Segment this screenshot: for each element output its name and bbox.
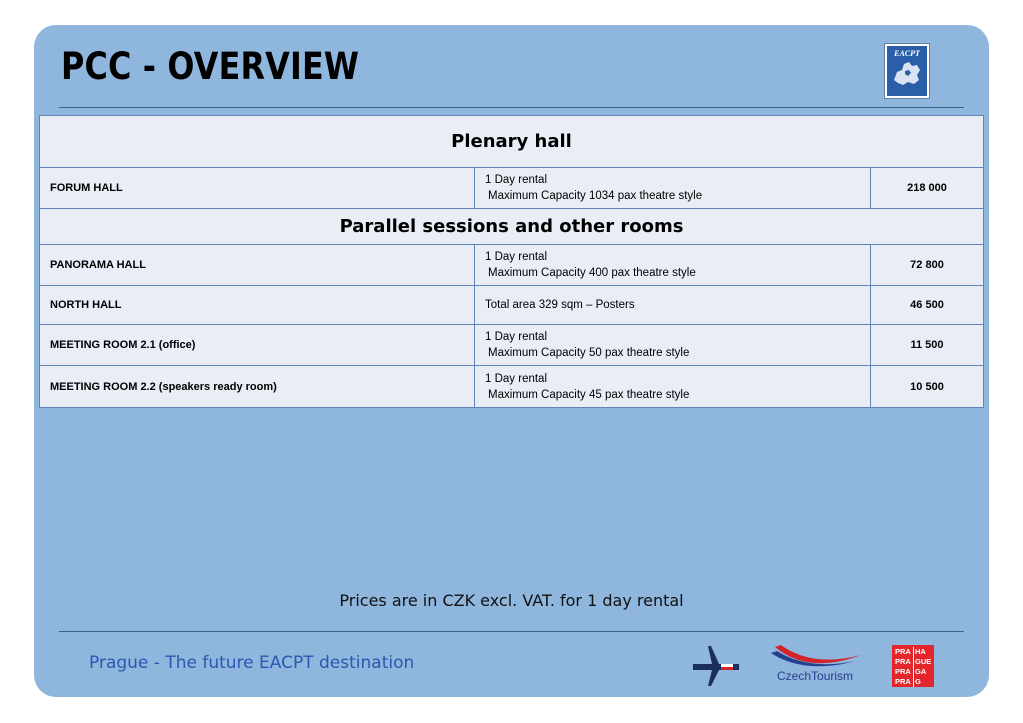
room-description: [475, 366, 871, 408]
room-price: 72 800: [871, 245, 984, 286]
praha-logo-text: PRA: [895, 657, 911, 666]
room-name: FORUM HALL: [40, 168, 475, 209]
room-desc-line1: 1 Day rental: [485, 251, 548, 263]
eacpt-logo-text: EACPT: [894, 49, 920, 58]
slide-panel: [34, 25, 989, 697]
room-desc-line1: 1 Day rental: [485, 174, 548, 186]
room-price: 46 500: [871, 286, 984, 325]
section-header-plenary: Plenary hall: [40, 116, 984, 168]
czechtourism-text: CzechTourism: [777, 669, 854, 683]
praha-logo-text: HA: [913, 647, 932, 657]
footer-tagline: Prague - The future EACPT destination: [89, 653, 415, 673]
room-name: NORTH HALL: [40, 286, 475, 325]
room-price: 11 500: [871, 325, 984, 366]
page-title: PCC - OVERVIEW: [61, 45, 360, 88]
room-description: [475, 168, 871, 209]
footer-divider: [59, 631, 964, 632]
price-note: Prices are in CZK excl. VAT. for 1 day rental: [339, 591, 684, 610]
room-name: PANORAMA HALL: [40, 245, 475, 286]
czech-airlines-logo: [691, 644, 741, 688]
room-name: MEETING ROOM 2.2 (speakers ready room): [40, 366, 475, 408]
table-row: [40, 168, 984, 209]
room-desc-line2: Maximum Capacity 400 pax theatre style: [488, 267, 696, 279]
room-price: 10 500: [871, 366, 984, 408]
table-section-row: [40, 116, 984, 168]
table-row: [40, 286, 984, 325]
room-desc-line2: Maximum Capacity 1034 pax theatre style: [488, 190, 703, 202]
room-description: [475, 286, 871, 325]
header-divider: [59, 107, 964, 108]
room-price: 218 000: [871, 168, 984, 209]
room-desc-line1: Total area 329 sqm – Posters: [485, 299, 635, 311]
room-description: [475, 325, 871, 366]
praha-logo: [892, 645, 934, 687]
praha-logo-text: PRA: [895, 647, 911, 656]
rooms-price-table: [39, 115, 984, 408]
room-desc-line1: 1 Day rental: [485, 372, 548, 385]
eacpt-logo-badge: [887, 46, 927, 96]
praha-logo-text: PRA: [895, 677, 911, 686]
room-name: MEETING ROOM 2.1 (office): [40, 325, 475, 366]
praha-logo-text: PRA: [895, 667, 911, 676]
praha-logo-text: GUE: [915, 657, 932, 666]
table-row: [40, 366, 984, 408]
room-desc-line2: Maximum Capacity 50 pax theatre style: [488, 347, 690, 359]
plane-arrow-icon: [691, 644, 741, 688]
room-desc-line1: 1 Day rental: [485, 331, 548, 343]
czechtourism-logo: [769, 643, 863, 689]
section-header-parallel: Parallel sessions and other rooms: [40, 209, 984, 245]
praha-logo-text: G: [913, 677, 932, 687]
eacpt-logo: [884, 43, 930, 99]
room-desc-line2: Maximum Capacity 45 pax theatre style: [488, 388, 690, 401]
room-description: [475, 245, 871, 286]
table-section-row: [40, 209, 984, 245]
swoosh-icon: [769, 643, 863, 669]
table-row: [40, 245, 984, 286]
table-row: [40, 325, 984, 366]
europe-map-icon: [890, 58, 924, 88]
praha-logo-text: GA: [913, 667, 932, 677]
